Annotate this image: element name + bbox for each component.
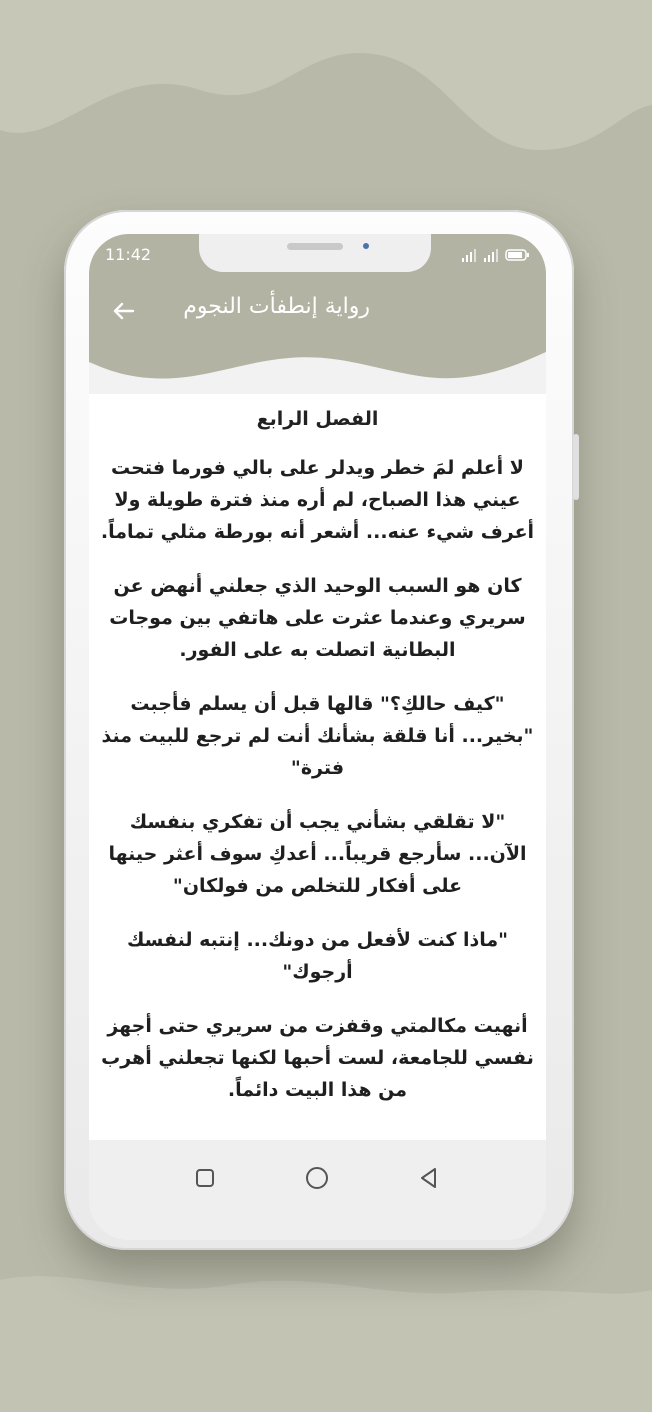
front-camera (363, 243, 369, 249)
phone-screen (89, 234, 546, 1240)
app-title: رواية إنطفأت النجوم (183, 294, 370, 319)
paragraph: "كيف حالكِ؟" قالها قبل أن يسلم فأجبت "بخير... أنا قلقة بشأنك أنت لم ترجع للبيت منذ فترة" (101, 693, 534, 779)
paragraph: لا أعلم لمَ خطر ويدلر على بالي فورما فتحت عيني هذا الصباح، لم أره منذ فترة طويلة ولا أعرف شيء عنه... أشعر أنه بورطة مثلي تماماً. (100, 457, 535, 543)
system-nav-bar (89, 1140, 546, 1240)
paragraph: أنهيت مكالمتي وقفزت من سريري حتى أجهز نفسي للجامعة، لست أحبها لكنها تجعلني أهرب من هذا البيت دائماً. (101, 1015, 534, 1101)
square-icon[interactable] (187, 1160, 223, 1196)
app-bar (89, 278, 546, 346)
power-button (573, 434, 579, 500)
paragraph: "ماذا كنت لأفعل من دونك... إنتبه لنفسك أرجوك" (126, 929, 509, 983)
camera-notch (199, 234, 431, 272)
speaker-grill (287, 243, 343, 250)
triangle-left-icon[interactable] (411, 1160, 447, 1196)
chapter-title: الفصل الرابع (256, 408, 379, 430)
chapter-content[interactable] (89, 394, 546, 1140)
status-time: 11:42 (105, 245, 152, 264)
paragraph: "لا تقلقي بشأني يجب أن تفكري بنفسك الآن... سأرجع قريباً... أعدكِ سوف أعثر حينها على أفكار للتخلص من فولكان" (108, 811, 527, 897)
paragraph: كان هو السبب الوحيد الذي جعلني أنهض عن سريري وعندما عثرت على هاتفي بين موجات البطانية اتصلت به على الفور. (109, 575, 526, 661)
arrow-left-icon[interactable] (109, 296, 139, 326)
header-wave (89, 344, 546, 394)
circle-icon[interactable] (299, 1160, 335, 1196)
signal-battery-icon (462, 248, 532, 262)
